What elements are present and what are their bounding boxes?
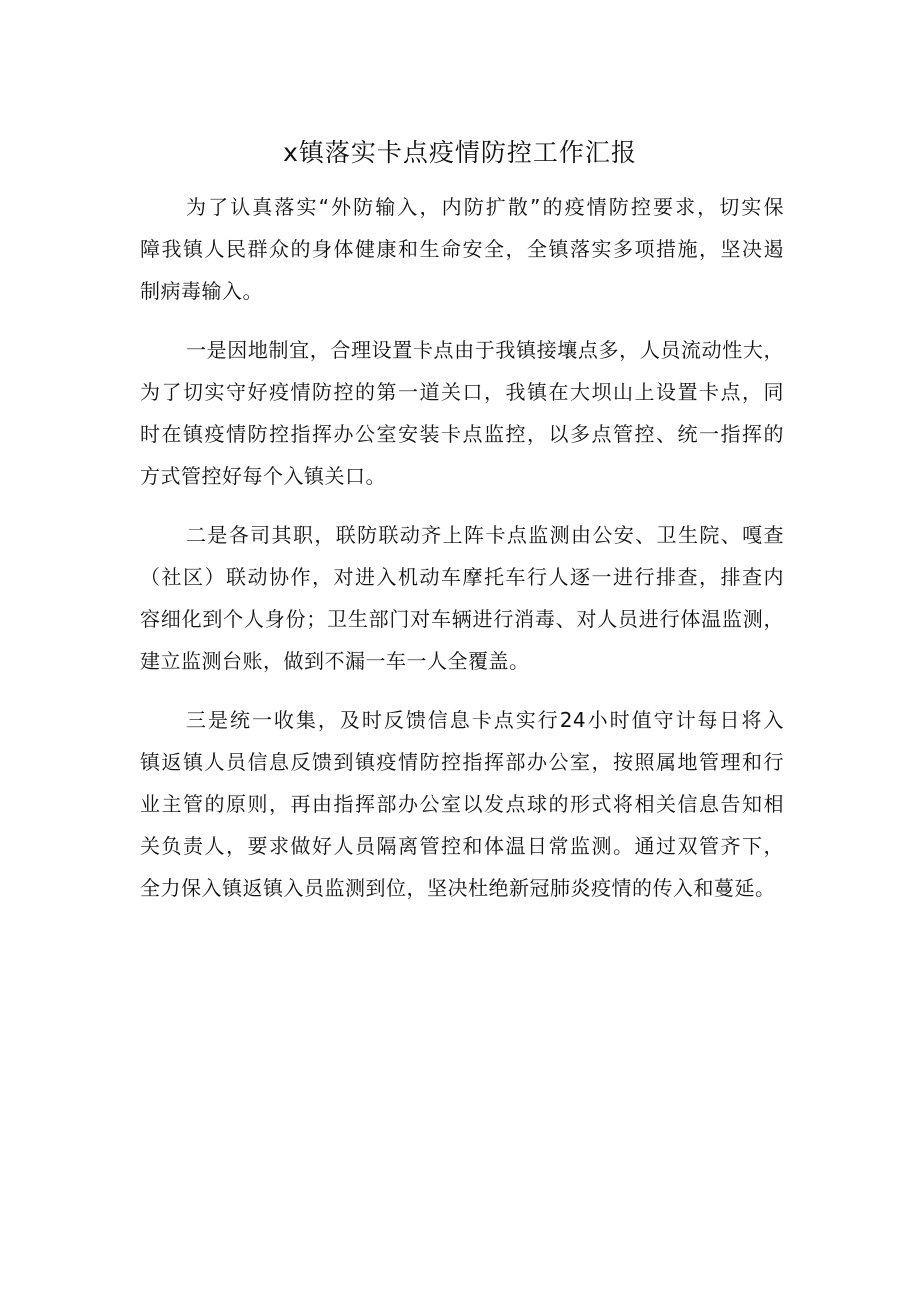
paragraph-line: 全力保入镇返镇入员监测到位，坚决杜绝新冠肺炎疫情的传入和蔓延。 [140, 876, 776, 900]
paragraph-line: 业主管的原则，再由指挥部办公室以发点球的形式将相关信息告知相 [140, 792, 784, 816]
paragraph-line: 方式管控好每个入镇关口。 [140, 464, 386, 488]
paragraph-line: 二是各司其职，联防联动齐上阵卡点监测由公安、卫生院、嘎查 [186, 523, 784, 547]
paragraph-line: 镇返镇人员信息反馈到镇疫情防控指挥部办公室，按照属地管理和行 [140, 750, 784, 774]
paragraph-point-two [140, 514, 784, 682]
paragraph-line: 三是统一收集，及时反馈信息卡点实行24小时值守计每日将入 [186, 708, 784, 732]
paragraph-point-one [140, 329, 784, 497]
paragraph-line: 容细化到个人身份；卫生部门对车辆进行消毒、对人员进行体温监测， [140, 607, 784, 631]
document-body [140, 186, 784, 926]
paragraph-point-three [140, 699, 784, 909]
paragraph-line: 障我镇人民群众的身体健康和生命安全，全镇落实多项措施，坚决遏 [140, 237, 784, 261]
paragraph-line: 时在镇疫情防控指挥办公室安装卡点监控，以多点管控、统一指挥的 [140, 422, 784, 446]
paragraph-line: （社区）联动协作，对进入机动车摩托车行人逐一进行排查，排查内 [140, 565, 784, 589]
paragraph-line: 制病毒输入。 [140, 279, 263, 303]
paragraph-line: 为了认真落实“外防输入，内防扩散”的疫情防控要求，切实保 [186, 195, 784, 219]
paragraph-intro [140, 186, 784, 312]
paragraph-line: 一是因地制宜，合理设置卡点由于我镇接壤点多，人员流动性大， [186, 338, 784, 362]
paragraph-line: 为了切实守好疫情防控的第一道关口，我镇在大坝山上设置卡点，同 [140, 380, 784, 404]
document-title: x镇落实卡点疫情防控工作汇报 [283, 138, 637, 167]
paragraph-line: 建立监测台账，做到不漏一车一人全覆盖。 [140, 649, 530, 673]
paragraph-line: 关负责人，要求做好人员隔离管控和体温日常监测。通过双管齐下， [140, 834, 784, 858]
